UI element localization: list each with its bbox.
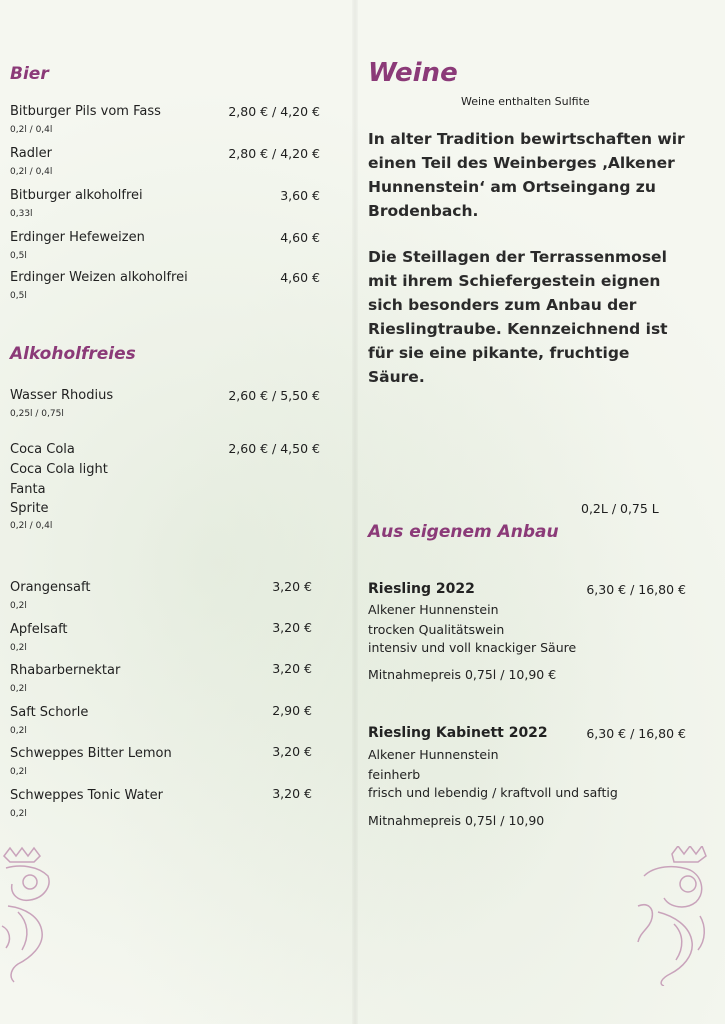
menu-item-size: 0,25l / 0,75l	[10, 409, 64, 419]
menu-item-price: 3,20 €	[272, 579, 312, 594]
description-paragraph: Die Steillagen der Terrassenmosel mit ihrem Schiefergestein eignen sich besonders zum Anbau der Rieslingtraube. Kennzeichnend ist für sie eine pikante, fruchtige Säure.	[368, 248, 668, 386]
section-title-eigen: Aus eigenem Anbau	[368, 522, 559, 542]
menu-item-size: 0,5l	[10, 251, 27, 261]
menu-item-name: Fanta	[10, 482, 46, 497]
menu-item-name: Coca Cola light	[10, 462, 108, 477]
sulfite-note: Weine enthalten Sulfite	[461, 95, 590, 108]
menu-item-price: 4,60 €	[280, 270, 320, 285]
section-title-alkoholfreies: Alkoholfreies	[10, 344, 136, 364]
menu-item-name: Wasser Rhodius	[10, 388, 114, 403]
menu-item-price: 3,20 €	[272, 744, 312, 759]
menu-item-name: Coca Cola	[10, 442, 75, 457]
menu-item-name: Bitburger Pils vom Fass	[10, 104, 161, 119]
menu-item-name: Erdinger Weizen alkoholfrei	[10, 270, 188, 285]
menu-item-name: Orangensaft	[10, 580, 91, 595]
menu-item-price: 3,20 €	[272, 661, 312, 676]
section-title-bier: Bier	[10, 64, 49, 84]
wine-price: 6,30 € / 16,80 €	[586, 726, 686, 741]
menu-item-name: Radler	[10, 146, 52, 161]
menu-item-price: 2,80 € / 4,20 €	[228, 104, 320, 119]
menu-item-size: 0,33l	[10, 209, 33, 219]
wine-detail: feinherb	[368, 767, 421, 782]
menu-item-name: Bitburger alkoholfrei	[10, 188, 143, 203]
wine-takeaway-price: Mitnahmepreis 0,75l / 10,90	[368, 813, 545, 828]
menu-item-size: 0,2l / 0,4l	[10, 167, 53, 177]
menu-item-price: 4,60 €	[280, 230, 320, 245]
intro-paragraph: In alter Tradition bewirtschaften wir einen Teil des Weinberges ‚Alkener Hunnenstein‘ am Ortseingang zu Brodenbach.	[368, 130, 685, 220]
wine-detail: Alkener Hunnenstein	[368, 747, 499, 762]
menu-item-price: 2,60 € / 5,50 €	[228, 388, 320, 403]
menu-item-size: 0,2l	[10, 601, 27, 611]
menu-item-size: 0,5l	[10, 291, 27, 301]
menu-item-size: 0,2l / 0,4l	[10, 125, 53, 135]
menu-item-size: 0,2l	[10, 767, 27, 777]
menu-item-size: 0,2l	[10, 809, 27, 819]
menu-item-size: 0,2l	[10, 726, 27, 736]
menu-item-size: 0,2l	[10, 684, 27, 694]
menu-item-name: Sprite	[10, 501, 49, 516]
wine-name: Riesling 2022	[368, 581, 475, 597]
menu-item-price: 3,60 €	[280, 188, 320, 203]
menu-item-price: 3,20 €	[272, 620, 312, 635]
menu-item-name: Schweppes Bitter Lemon	[10, 746, 172, 761]
wine-name: Riesling Kabinett 2022	[368, 725, 548, 741]
page-title-weine: Weine	[368, 58, 458, 88]
menu-item-size: 0,2l / 0,4l	[10, 521, 53, 531]
size-header: 0,2L / 0,75 L	[581, 501, 659, 516]
menu-item-name: Rhabarbernektar	[10, 663, 121, 678]
menu-item-name: Schweppes Tonic Water	[10, 788, 163, 803]
menu-item-price: 3,20 €	[272, 786, 312, 801]
crest-right-icon	[634, 846, 710, 986]
menu-item-size: 0,2l	[10, 643, 27, 653]
wine-detail: trocken Qualitätswein	[368, 622, 505, 637]
wine-detail: frisch und lebendig / kraftvoll und saftig	[368, 785, 618, 800]
wine-price: 6,30 € / 16,80 €	[586, 582, 686, 597]
wine-takeaway-price: Mitnahmepreis 0,75l / 10,90 €	[368, 667, 557, 682]
menu-item-price: 2,60 € / 4,50 €	[228, 441, 320, 456]
menu-item-name: Erdinger Hefeweizen	[10, 230, 145, 245]
menu-item-name: Apfelsaft	[10, 622, 68, 637]
menu-item-name: Saft Schorle	[10, 705, 89, 720]
wine-detail: intensiv und voll knackiger Säure	[368, 640, 577, 655]
menu-item-price: 2,80 € / 4,20 €	[228, 146, 320, 161]
page-fold	[352, 0, 358, 1024]
wine-detail: Alkener Hunnenstein	[368, 602, 499, 617]
menu-item-price: 2,90 €	[272, 703, 312, 718]
crest-left-icon	[0, 846, 56, 986]
